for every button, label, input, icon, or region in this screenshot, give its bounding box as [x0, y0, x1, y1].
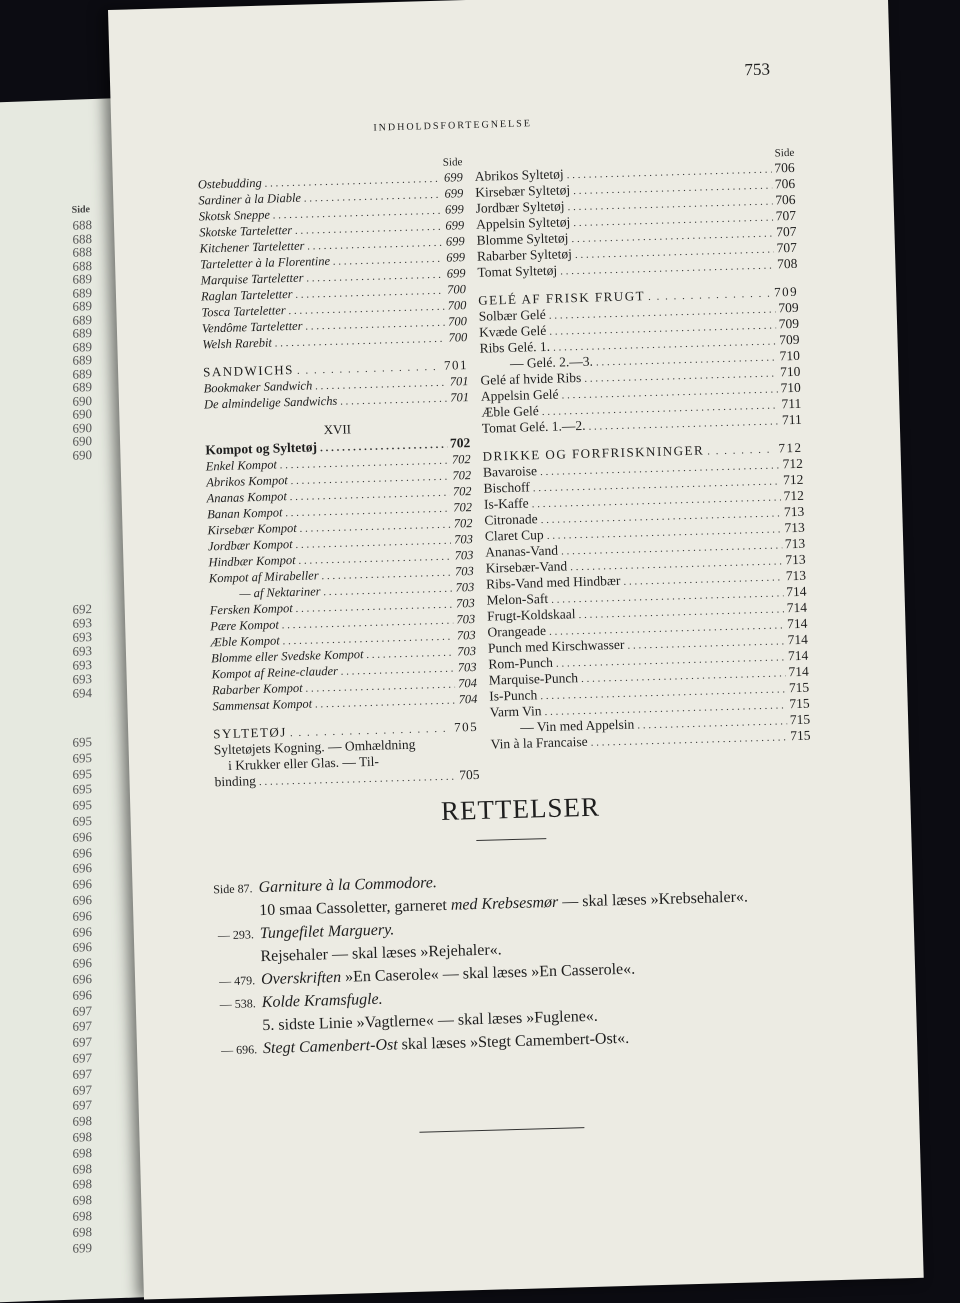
chapter-number: XVII	[323, 421, 352, 438]
toc-entry-title: Rom-Punch	[488, 654, 554, 672]
toc-entry-page: 714	[786, 615, 808, 632]
toc-entry-title: Melon-Saft	[486, 590, 549, 608]
toc-entry-title: Claret Cup	[484, 527, 544, 544]
left-page-number: 692	[72, 601, 92, 617]
toc-entry-page: 715	[790, 727, 811, 744]
toc-entry-title: Ribs-Vand med Hindbær	[485, 572, 621, 592]
left-page-number: 697	[72, 1034, 92, 1050]
toc-entry-page: 703	[454, 564, 475, 579]
toc-entry-title: Jordbær Syltetøj	[475, 198, 565, 216]
toc-entry-title: Hindbær Kompot	[208, 552, 296, 570]
toc-entry-title: Skotske Tarteletter	[199, 222, 293, 240]
toc-entry-title: Solbær Gelé	[478, 306, 547, 324]
left-page-number: 693	[72, 629, 92, 645]
toc-entry-title: — af Nektariner	[239, 584, 321, 601]
left-page-number: 698	[72, 1160, 92, 1177]
toc-entry-title: Bischoff	[483, 479, 530, 496]
toc-entry-title: Rabarber Syltetøj	[476, 246, 573, 264]
left-page-number: 689	[72, 338, 92, 355]
left-page-number: 689	[72, 298, 92, 314]
toc-entry-page: 714	[786, 599, 808, 616]
toc-entry-page: 706	[774, 175, 796, 192]
toc-entry-title: Bavaroise	[482, 463, 538, 480]
left-page-number: 695	[72, 813, 92, 829]
left-page-number: 695	[72, 749, 92, 766]
toc-entry-page: 707	[776, 239, 798, 256]
left-page-number: 690	[72, 392, 92, 409]
kompot-list	[206, 451, 478, 714]
toc-entry-page: 706	[774, 159, 795, 176]
toc-entry-title: Jordbær Kompot	[207, 537, 293, 554]
toc-entry-title: Tomat Syltetøj	[477, 262, 558, 280]
left-page-number: 696	[72, 939, 92, 956]
toc-entry-title: Gelé af hvide Ribs	[480, 369, 582, 388]
toc-entry-title: Orangeade	[487, 623, 547, 640]
toc-entry-title: Varm Vin	[489, 703, 542, 720]
errata-entry: — 538. Kolde Kramsfugle.	[219, 990, 383, 1012]
toc-entry-title: Ostebudding	[197, 175, 262, 192]
toc-entry-title: Æble Gelé	[481, 403, 539, 420]
left-page-number: 690	[72, 406, 92, 422]
toc-entry-title: Kompot af Reine-clauder	[211, 663, 339, 682]
left-page-number: 695	[72, 734, 92, 750]
left-page-number: 693	[72, 643, 92, 659]
toc-entry-page: 712	[782, 471, 804, 488]
toc-entry-page: 703	[457, 643, 477, 659]
toc-entry-title: Appelsin Syltetøj	[475, 214, 571, 232]
errata-entry: Side 87. Garniture à la Commodore.	[213, 874, 438, 897]
toc-entry-page: 700	[448, 330, 468, 345]
toc-entry-title: Enkel Kompot	[205, 457, 278, 474]
left-page-number: 689	[72, 311, 92, 328]
errata-entry: — 696. Stegt Camenbert-Ost skal læses »Stegt Camembert-Ost«.	[220, 1029, 630, 1058]
left-page-number: 696	[72, 860, 92, 877]
left-page-number: 698	[72, 1192, 92, 1208]
toc-entry-page: 703	[455, 595, 475, 611]
left-page-number: 689	[72, 365, 92, 382]
toc-entry-title: Vendôme Tarteletter	[201, 318, 303, 336]
toc-entry-title: Tarteletter à la Florentine	[199, 253, 331, 272]
left-page-number: 693	[72, 615, 92, 631]
toc-entry-page: 715	[789, 695, 810, 712]
toc-entry-title: Sammensat Kompot	[212, 696, 313, 714]
left-page-number: 688	[72, 217, 92, 233]
gele-list	[478, 300, 801, 437]
left-page-number: 699	[72, 1239, 92, 1256]
toc-entry-page: 713	[784, 535, 806, 552]
toc-entry-page: 710	[779, 363, 801, 380]
toc-entry-page: 707	[775, 207, 797, 224]
toc-entry-page: 713	[783, 503, 805, 520]
page-number: 753	[744, 59, 771, 80]
toc-entry-page: 708	[776, 255, 798, 272]
left-page-number: 696	[72, 907, 92, 924]
left-page-number: 696	[72, 923, 92, 940]
left-page-number: 698	[72, 1129, 92, 1145]
toc-entry-page: 713	[785, 567, 807, 584]
toc-entry-page: 704	[458, 691, 478, 707]
left-page-number: 693	[72, 657, 92, 673]
left-page-number: 695	[72, 797, 92, 813]
left-page-number: 696	[72, 844, 92, 861]
toc-entry-page: 704	[457, 675, 478, 691]
left-page-number: 690	[72, 446, 92, 463]
left-page-number: 698	[72, 1208, 92, 1224]
toc-entry-title: Kompot af Mirabeller	[208, 568, 319, 586]
toc-entry-page: 703	[453, 532, 474, 547]
toc-entry-title: Blomme Syltetøj	[476, 230, 569, 248]
toc-entry-page: 702	[452, 484, 472, 499]
toc-entry-page: 714	[786, 583, 807, 600]
toc-entry-page: 703	[455, 580, 475, 595]
left-page-number: 697	[72, 1002, 92, 1019]
toc-entry-title: Punch med Kirschwasser	[487, 636, 625, 656]
toc-entry-page: 703	[456, 627, 476, 643]
toc-entry-page: 712	[783, 487, 805, 504]
toc-entry-title: Kirsebær-Vand	[485, 558, 568, 576]
toc-entry-title: Fersken Kompot	[209, 601, 293, 618]
toc-entry-page: 715	[788, 679, 810, 696]
savoury-list	[198, 169, 468, 352]
toc-entry-title: Rabarber Kompot	[211, 680, 303, 698]
toc-entry-page: 699	[445, 234, 465, 249]
gele-heading: GELÉ AF FRISK FRUGT . . . 709	[478, 284, 798, 309]
left-page-number: 697	[72, 1018, 92, 1035]
toc-entry-page: 709	[779, 331, 800, 348]
toc-entry-title: Kirsebær Syltetøj	[475, 182, 571, 200]
title-rule	[476, 838, 546, 841]
toc-right-column	[474, 146, 811, 753]
toc-entry-title: Ananas-Vand	[485, 542, 559, 560]
kogning-line-2: i Krukker eller Glas. — Til-	[227, 753, 380, 773]
book-page	[108, 0, 924, 1299]
toc-entry-title: Marquise-Punch	[488, 670, 579, 688]
toc-entry-title: Kvæde Gelé	[478, 322, 547, 340]
toc-entry-page: 703	[457, 659, 477, 675]
toc-entry-page: 707	[775, 223, 797, 240]
toc-entry-page: 714	[787, 647, 809, 664]
toc-entry-title: Tosca Tarteletter	[201, 303, 286, 320]
side-label: Side	[774, 146, 795, 160]
left-page-number: 696	[72, 955, 92, 971]
toc-entry-title: Welsh Rarebit	[202, 335, 273, 352]
left-page-number: 695	[72, 781, 92, 798]
sandwichs-list	[203, 373, 469, 412]
toc-entry-title: Abrikos Kompot	[206, 473, 289, 490]
toc-entry-page: 710	[779, 347, 801, 364]
left-page-number: 689	[72, 271, 92, 287]
errata-entry: — 479. Overskriften »En Caserole« — skal læses »En Casserole«.	[218, 960, 636, 989]
toc-entry-title: Citronade	[484, 511, 538, 528]
toc-entry-title: Kitchener Tarteletter	[199, 238, 305, 256]
left-page-number: 697	[72, 1081, 92, 1098]
toc-entry-title: Pære Kompot	[210, 617, 280, 634]
toc-entry-page: 710	[780, 379, 802, 396]
kogning-line-1: Syltetøjets Kogning. — Omhældning	[213, 736, 416, 758]
toc-entry-page: 699	[446, 266, 466, 281]
left-page-number: 690	[72, 419, 92, 436]
left-page-number: 697	[72, 1097, 92, 1114]
toc-entry-page: 713	[784, 519, 805, 536]
toc-entry-title: Is-Kaffe	[483, 495, 529, 512]
toc-entry-page: 706	[775, 191, 796, 208]
toc-entry-title: Marquise Tarteletter	[200, 270, 304, 288]
toc-entry-page: 701	[450, 390, 470, 405]
toc-entry-page: 702	[453, 500, 473, 515]
side-label: Side	[442, 156, 463, 169]
toc-entry-page: 700	[447, 314, 468, 329]
toc-entry-page: 709	[778, 299, 799, 316]
errata-correction: 5. sidste Linie »Vagtlerne« — skal læses »Fuglene«.	[262, 1007, 599, 1035]
left-page-number: 688	[72, 244, 92, 260]
toc-entry-title: Vin à la Francaise	[490, 733, 588, 752]
left-page-number: 696	[72, 971, 92, 987]
toc-entry-page: 709	[778, 315, 800, 332]
toc-entry-page: 714	[788, 663, 809, 680]
toc-entry-page: 700	[446, 282, 467, 297]
left-page-number: 698	[72, 1176, 92, 1193]
toc-entry-page: 713	[785, 551, 806, 568]
toc-entry-title: Raglan Tarteletter	[200, 286, 293, 304]
left-page-number: 698	[72, 1144, 92, 1161]
drikke-list	[483, 456, 811, 753]
left-page-side-label: Side	[71, 204, 90, 216]
left-page-number: 698	[72, 1223, 92, 1240]
toc-entry-title: Sardiner à la Diable	[198, 190, 302, 208]
drikke-heading: DRIKKE OG FORFRISKNINGER . . . 712	[482, 440, 802, 465]
toc-leader-dots	[340, 391, 447, 410]
toc-entry-page: 699	[443, 170, 464, 185]
toc-entry-title: Appelsin Gelé	[480, 386, 559, 404]
toc-entry-page: 702	[453, 516, 473, 531]
errata-list	[197, 859, 862, 1061]
left-page-number: 696	[72, 892, 92, 908]
sandwichs-heading: SANDWICHS . . . 701	[203, 357, 468, 380]
toc-entry-title: Blomme eller Svedske Kompot	[210, 647, 364, 666]
toc-entry-page: 699	[444, 202, 464, 217]
kogning-line-3: binding . . . 705	[214, 767, 479, 790]
toc-entry-title: Tomat Gelé. 1.—2.	[481, 417, 586, 436]
left-page-number: 696	[72, 876, 92, 892]
toc-entry-title: Ribs Gelé. 1.	[479, 338, 551, 356]
left-page-number: 689	[72, 284, 92, 301]
toc-entry-title: Kirsebær Kompot	[207, 520, 297, 538]
toc-entry-page: 703	[454, 548, 474, 563]
errata-correction: 10 smaa Cassoletter, garneret med Krebsesmør — skal læses »Krebsehaler«.	[258, 888, 749, 920]
left-page-number: 693	[72, 671, 92, 687]
left-page-number: 689	[72, 352, 92, 368]
toc-entry-title: Ananas Kompot	[206, 489, 288, 506]
left-page-number: 690	[72, 433, 92, 449]
left-page-number: 689	[72, 379, 92, 395]
toc-entry-page: 711	[781, 395, 802, 412]
toc-entry-page: 702	[451, 452, 471, 467]
toc-entry-title: Abrikos Syltetøj	[474, 166, 564, 184]
toc-entry-title: Banan Kompot	[206, 505, 283, 522]
toc-entry-page: 714	[787, 631, 809, 648]
toc-entry-title: Is-Punch	[489, 687, 538, 704]
toc-entry-title: Skotsk Sneppe	[198, 207, 271, 224]
toc-entry-page: 712	[782, 455, 804, 472]
toc-entry-title: Bookmaker Sandwich	[203, 378, 313, 396]
left-page-number: 696	[72, 986, 92, 1003]
toc-entry-page: 699	[445, 218, 465, 233]
left-page-number: 696	[72, 828, 92, 845]
running-head: INDHOLDSFORTEGNELSE	[373, 118, 533, 134]
left-page-number: 695	[72, 765, 92, 782]
syltetoj-heading: SYLTETØJ . . . 705	[213, 719, 478, 742]
left-page-number: 688	[72, 257, 92, 274]
left-page-number: 694	[72, 685, 92, 701]
kompot-heading: Kompot og Syltetøj . . . 702	[205, 435, 470, 458]
errata-entry: — 293. Tungefilet Marguery.	[217, 921, 395, 943]
left-page-number: 697	[72, 1050, 92, 1066]
toc-entry-page: 699	[444, 186, 464, 201]
toc-entry-page: 703	[456, 611, 476, 627]
syltetoj-list	[475, 160, 798, 281]
left-page-number: 697	[72, 1065, 92, 1082]
toc-entry-page: 702	[452, 468, 472, 483]
toc-entry-title: Æble Kompot	[210, 633, 280, 650]
end-rule	[419, 1127, 584, 1133]
rettelser-title: RETTELSER	[440, 791, 601, 827]
toc-entry-page: 715	[789, 711, 811, 728]
left-page-number: 698	[72, 1113, 92, 1129]
toc-entry-title: — Vin med Appelsin	[519, 716, 635, 735]
toc-entry-page: 699	[446, 250, 466, 265]
toc-entry-page: 700	[447, 298, 467, 313]
toc-entry-page: 711	[781, 411, 802, 428]
toc-left-column	[197, 155, 479, 790]
left-page-number: 689	[72, 325, 92, 341]
left-page-number: 688	[72, 230, 92, 247]
errata-correction: Rejsehaler — skal læses »Rejehaler«.	[260, 941, 502, 966]
toc-entry-page: 701	[449, 374, 469, 389]
toc-entry-title: Frugt-Koldskaal	[486, 606, 576, 624]
toc-entry-title: — Gelé. 2.—3.	[509, 353, 594, 371]
toc-entry-title: De almindelige Sandwichs	[203, 393, 338, 412]
